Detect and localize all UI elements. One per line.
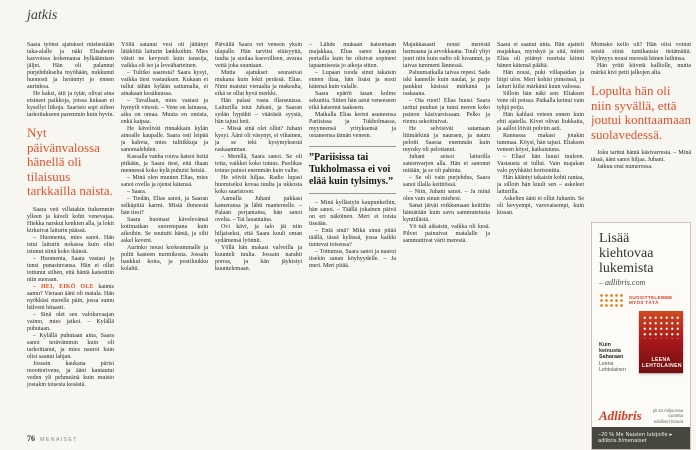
paragraph: – Tulitko saaresta? Saara kysyi, vaikka tiesi vastauksen. Kukaan ei tullut tähän kylään sattumalta, ei ainakaan kesäkuussa. — [121, 70, 208, 97]
paragraph: – Tavallaan, mies vastasi ja hymyili vinosti. – Vene on lainassa, aika on omaa. Muuta en omista, enkä kaipaa. — [121, 98, 208, 125]
ad-feature-prices: edulliset hinnat — [653, 419, 683, 424]
magazine-name: MENAISET — [40, 437, 78, 443]
paragraph: Silloin hän näki sen: Eliaksen vene oli poissa. Paikalla keinui vain tyhjä poiju. — [497, 91, 584, 111]
paragraph: He selvisivät satamaan litimärkinä ja nauraen, ja nauru pelotti Saaraa enemmän kuin myrsky oli pelottanut. — [403, 126, 490, 153]
paragraph: He kaksi, äiti ja tytär, olivat aina etsineet paikkoja, joissa kukaan ei kysellyt liikoja. Saaristo sopi siihen tarkoitukseen paremmin kuin hyvin. — [27, 91, 114, 118]
cover-dots-pattern — [642, 315, 680, 339]
dots-pattern-icon — [599, 293, 625, 307]
book-cover-author: LEENA LEHTOLAINEN — [642, 356, 682, 369]
paragraph: Juhani seisoi laiturilla sateenvarjon alla. Hän ei sanonut mitään, ja se oli pahinta. — [403, 154, 490, 174]
rail-text-column — [591, 42, 691, 218]
paragraph: – Lähde mukaan katsomaan majakkaa, Elias sanoi kaupan portailla kuin he olisivat sopineet tapaamisesta jo aikoja sitten. — [309, 42, 396, 69]
text-column — [121, 42, 208, 426]
article-body — [27, 42, 691, 450]
book-caption-title: Kuin keinusta Saharaan — [599, 342, 624, 360]
paragraph: He kävelivät rinnakkain kylän ainoalle kaupalle. Saara osti leipää ja kahvia, mies tulitikkuja ja sanomalehden. — [121, 126, 208, 153]
ad-features — [642, 408, 683, 424]
paragraph: Hän yritti kiivetä kalliolle, mutta märkä kivi petti jalkojen alta. — [591, 63, 691, 76]
text-column — [497, 42, 584, 426]
paragraph: Aamulla Juhani pakkasi kameransa ja lähti mantereelle. – Palaan perjantaina, hän sanoi ovelta. – Tai lauantaina. — [215, 196, 302, 223]
paragraph: Hän kahlasi veteen ennen kuin ehti ajatella. Kivet olivat liukkaita, ja aallot löivät polviin asti. — [497, 112, 584, 132]
paragraph: Saara epäröi tasan kolme sekuntia. Sitten hän astui veneeseen eikä katsonut taakseen. — [309, 91, 396, 111]
book-promo — [592, 309, 690, 377]
ad-url-link[interactable]: – adlibris.com — [599, 278, 646, 287]
ad-logo-row — [592, 406, 690, 427]
paragraph: – Minä kyllästyin kaupunkeihin, hän sanoi. – Täällä jokainen päivä on eri näköinen. Meri ei toista itseään. — [309, 200, 396, 227]
adlibris-logo[interactable]: Adlibris — [599, 408, 642, 423]
paragraph: Yöllä satanut vesi oli jättänyt lätäköitä laiturin lankkuihin. Mies väisti ne kevyesti kuin tanssija, vaikka oli iso ja leveäharteinen. — [121, 42, 208, 69]
page-footer — [27, 434, 78, 443]
paragraph: Paluumatkalla taivas repesi. Sade iski kannelle kuin naulat, ja purje paukkui käsissä märkänä ja raskaana. — [403, 70, 490, 97]
paragraph: Saara työnsi ajatukset miehestään taka-alalle ja näki Elisabetin kasvoissa kokemansa hylkäämisen jäljet. Hän oli palannut purjehdukselta myöhään, nukkunut huonosti ja herännyt jo ennen aurinkoa. — [27, 42, 114, 90]
paragraph: Kassalla vanha rouva katsoi heitä pitkään, ja Saara tiesi, että iltaan mennessä koko kylä puhuisi heistä. — [121, 154, 208, 174]
paragraph: Yö tuli aikaisin, vaikka oli kesä. Pilvet painuivat matalalle ja sammuttivat värit merestä. — [403, 224, 490, 244]
page-number: 76 — [27, 434, 35, 443]
paragraph: – HEI, EIKÖ OLE kaunis aamu? Vieraan ääni oli matala. Hän nyökkäsi merelle päin, jossa sumu hälveni hitaasti. — [27, 283, 114, 311]
paragraph: – Kylällä puhutaan aina, Saara sanoi terävämmin kuin oli tarkoittanut, ja mies nauroi kuin olisi saanut lahjan. — [27, 332, 114, 360]
paragraph: Montako kello oli? Hän olisi voinut seistä siinä tuntikausia tietämättä. Kylmyys nousi merestä hänen luihinsa. — [591, 42, 691, 62]
paragraph: – Tottumus, Saara sanoi ja nauroi itsekin sanan köyhyydelle. – Ja meri. Meri pitää. — [309, 249, 396, 269]
ad-recommend-row — [592, 290, 690, 309]
paragraph: Rannassa makasi jotakin tummaa. Köysi, hän tajusi. Eliaksen veneen köysi, katkaistuna. — [497, 133, 584, 153]
paragraph: Yöllä hän makasi valveilla ja kuunteli tuulta. Jossain narahti porras, ja hän jäykistyi kuuntelemaan. — [215, 245, 302, 272]
book-cover[interactable] — [639, 311, 683, 373]
text-column — [403, 42, 490, 426]
paragraph: – Sinä olet sen valokuvaajan vaimo, mies jatkoi. – Kylällä puhutaan. — [27, 311, 114, 332]
section-kicker: jatkis — [27, 8, 58, 23]
ad-feature-products: yli 10 miljoonaa tuotetta — [652, 408, 683, 418]
paragraph: – Elias! hän huusi tuuleen. Vastausta ei tullut. Vain majakan valo pyyhkäisi horisonttia. — [497, 154, 584, 174]
pull-quote-red: Nyt päivänvalossa hänellä oli tilaisuus tarkkailla naista. — [27, 125, 113, 198]
book-caption-author: Leena Lehtolainen — [599, 361, 626, 373]
paragraph: Jatkuu ensi numerossa. — [597, 164, 653, 170]
paragraph: Mutta ajatukset seurasivat mukana kuin lokit perässä. Elias. Nimi maistui vieraalta ja makealta, eikä se ollut hyvä merkki. — [215, 70, 302, 97]
red-lead-text: – HEI, EIKÖ OLE — [33, 283, 94, 290]
paragraph: He söivät hiljaa. Radio lupasi huomiseksi kovaa tuulta ja ukkosta koko saaristoon. — [215, 175, 302, 195]
right-rail — [591, 42, 691, 450]
paragraph: – Ota ruori! Elias huusi. Saara tarttui puuhun ja tunsi meren koko painon käsivarsissaan. Pelko ja riemu sekoittuivat. — [403, 98, 490, 125]
paragraph: Saara veti villatakin tiukemmin ylleen ja käveli kohti venevajaa. Hiekka narskui kenkien alla, ja lokit kirkuivat laiturin päässä. — [27, 206, 114, 234]
paragraph: – Missä sinä olet ollut? Juhani kysyi. Ääni oli väsynyt, ei vihainen, ja se teki kysymyksestä raskaamman. — [215, 126, 302, 153]
text-column — [215, 42, 302, 426]
paragraph: Hän nousi, puki villapaidan ja hiipi ulos. Meri kohisi pimeässä, ja laituri kiilsi märkänä kuun valossa. — [497, 70, 584, 90]
adlibris-ad[interactable] — [591, 222, 691, 450]
pull-quote-serif: ”Pariisissa tai Tukholmassa ei voi elää kuin tylsimys.” — [309, 146, 396, 194]
paragraph: – Lupaan tuoda sinut takaisin ennen iltaa, hän lisäsi ja nosti kätensä kuin valalle. — [309, 70, 396, 90]
paragraph: Hän kääntyi takaisin kohti rantaa, ja silloin hän kuuli sen – askeleet laiturilla. — [497, 175, 584, 195]
paragraph: – Entä sinä? Mikä sinut pitää täällä, tässä kylässä, jossa kaikki tuntevat toisensa? — [309, 228, 396, 248]
text-column — [27, 42, 114, 426]
text-columns — [27, 42, 584, 450]
ad-recommend-label: SUOSITTELEMME MYÖS TÄTÄ — [629, 295, 673, 305]
paragraph: Jossain kaukana pärisi moottorivene, ja ääni kantautui veden yli pehmeänä kuin muisto jostakin toisesta kesästä. — [27, 360, 114, 388]
paragraph: – Minä olen muuten Elias, mies sanoi ovella ja ojensi kätensä. — [121, 175, 208, 188]
paragraph: – Huomenta, mies sanoi. Hän istui laiturin nokassa kuin olisi istunut siinä koko ikänsä. — [27, 234, 114, 255]
paragraph: Aurinko nousi korkeammalle ja poltti kasteen nurmikosta. Jossain haukkui koira, ja postiluukku kolahti. — [121, 245, 208, 272]
paragraph: Hän palasi vasta illansuussa. Laiturilla istui Juhani, ja Saaran sydän hypähti – väärästä syystä, hän tajusi heti. — [215, 98, 302, 125]
paragraph: – Saara. — [127, 189, 147, 195]
ad-headline: Lisää kiehtovaa lukemista — [599, 231, 654, 276]
pull-quote-red: Lopulta hän oli niin syvällä, että joutui konttaamaan suolavedessä. — [591, 83, 691, 142]
paragraph: Joku tarttui häntä käsivarresta. – Minä tässä, ääni sanoi hiljaa. Juhani. — [591, 150, 691, 163]
paragraph: – Niin, Juhani sanoi. – Ja minä olen vain sinun miehesi. — [403, 189, 490, 202]
text-column — [309, 42, 396, 426]
paragraph: Päivällä Saara vei veneen yksin ulapalle. Hän tarvitsi etäisyyttä, tuulta ja suolaa kasvoilleen, avaraa vettä joka suuntaan. — [215, 42, 302, 69]
paragraph: Ovi kävi, ja talo jäi niin hiljaiseksi, että Saara kuuli oman sydämensä lyönnit. — [215, 224, 302, 244]
paragraph: – Huomenta, Saara vastasi ja tunsi punastuvansa. Hän ei ollut tottunut siihen, että häntä katsottiin niin suoraan. — [27, 255, 114, 283]
book-caption — [599, 342, 634, 373]
paragraph: – Tiedän, Elias sanoi, ja Saaran selkäpiitä karmi. Mistä ihmeestä hän tiesi? — [121, 196, 208, 216]
paragraph: Askelten ääni ei ollut Juhanin. Se oli kevyempi, varovaisempi, kuin kissan. — [497, 196, 584, 216]
paragraph: Sanat jäivät roikkumaan keittiön hämärään kuin savu sammutetusta kynttilästä. — [403, 203, 490, 223]
paragraph: Saara huomasi kävelevänsä kotimatkan suorempana kuin aikoihin. Se suututti häntä, ja silti askel keveni. — [121, 217, 208, 244]
paragraph: – Se oli vain purjehdus, Saara sanoi illalla keittiössä. — [403, 175, 490, 188]
paragraph: – Merellä, Saara sanoi. Se oli totta, vaikkei koko totuus. Puolikas totuus painoi enemmän kuin valhe. — [215, 154, 302, 174]
paragraph: Saara ei saanut unta. Hän ajatteli majakkaa, myrskyä ja sitä, miten Elias oli pitänyt ruorista kiinni hänen kätensä päältä. — [497, 42, 584, 69]
ad-offer-bar[interactable]: –20 % Me Naisten lukijoille ▸ adlibris.fi/menaiset — [592, 427, 690, 449]
paragraph: Majakkasaari nousi merestä harmaana ja arvokkaana. Tuuli yltyi juuri niin kuin radio oli luvannut, ja taivas tummeni lännessä. — [403, 42, 490, 69]
paragraph: Matkalla Elias kertoi asuneensa Pariisissa ja Tukholmassa, myyneensä yrityksensä ja ostaneensa tämän veneen. — [309, 112, 396, 139]
